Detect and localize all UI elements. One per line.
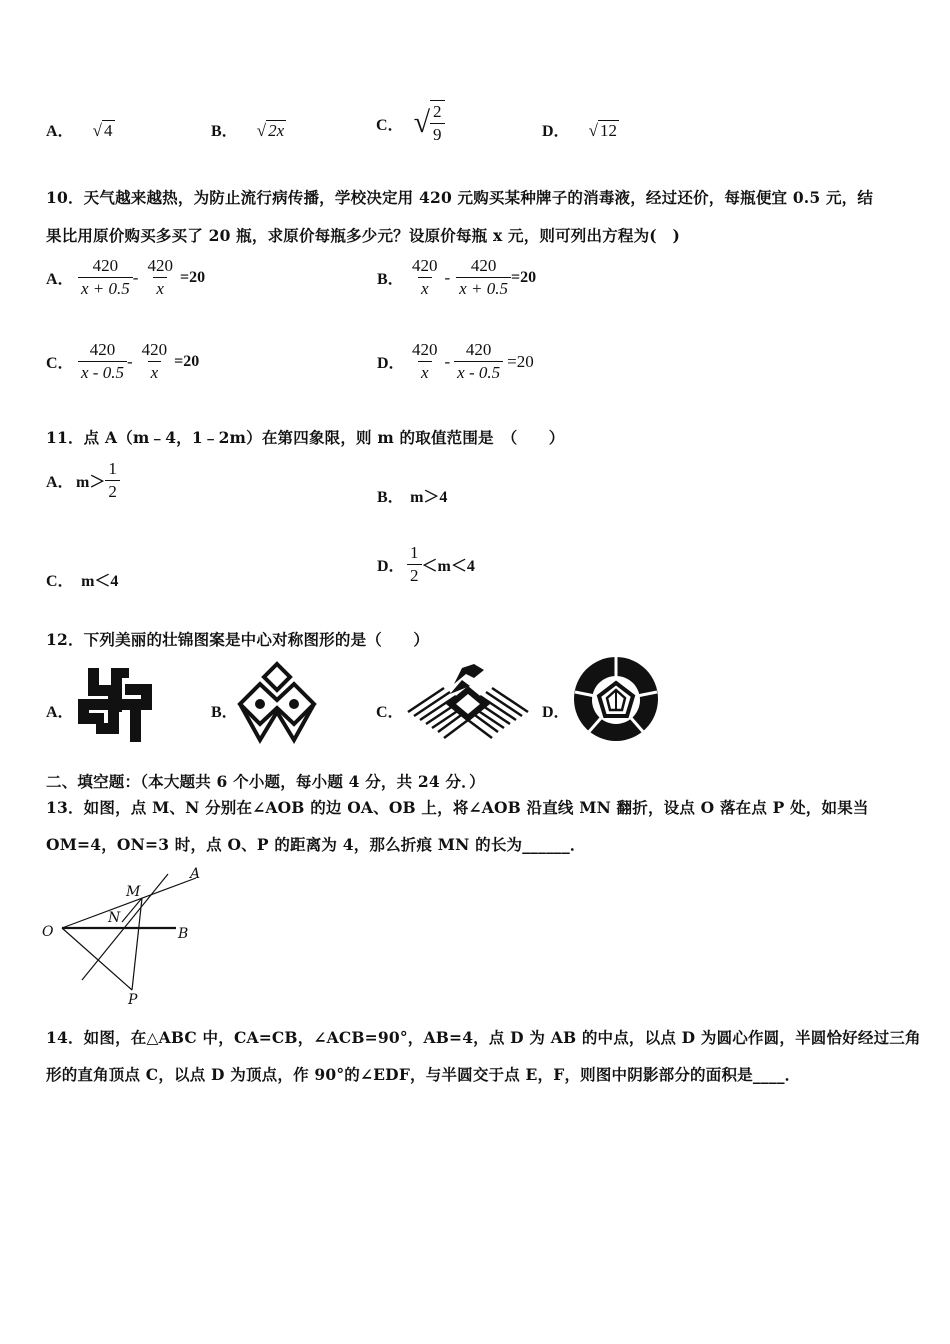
numerator: 1 [108, 459, 117, 478]
denominator: x [418, 277, 432, 300]
pattern-c-image[interactable] [404, 660, 532, 744]
q9-option-a[interactable] [46, 118, 115, 141]
q13-figure [40, 864, 210, 1006]
denominator: x + 0.5 [78, 277, 133, 300]
denominator: x [153, 277, 167, 300]
numerator: 420 [147, 256, 173, 275]
minus-sign: - [132, 267, 139, 287]
numerator: 420 [465, 340, 492, 359]
q12-label-c[interactable]: C． [376, 704, 404, 721]
fraction [105, 458, 120, 503]
option-label: B． [377, 271, 404, 288]
q13-stem-line1: 13．如图，点 M、N 分别在∠AOB 的边 OA、OB 上，将∠AOB 沿直线 MN 翻折，设点 O 落在点 P 处，如果当 [46, 798, 869, 817]
inequality-text: m＞ [76, 474, 106, 491]
sqrt-expression: √ 4 [92, 121, 113, 140]
q11-stem: 11．点 A（m﹣4，1﹣2m）在第四象限，则 m 的取值范围是 （ ） [46, 428, 565, 447]
denominator: 2 [407, 564, 422, 587]
option-label: D． [377, 355, 405, 372]
q10-option-d[interactable] [377, 339, 534, 384]
pattern-b-image[interactable] [236, 660, 318, 744]
denominator: 9 [430, 123, 445, 146]
sqrt-sign: √ [413, 106, 431, 139]
minus-sign: - [444, 267, 451, 287]
q10-option-a[interactable] [46, 255, 205, 300]
q10-stem-line1: 10．天气越来越热，为防止流行病传播，学校决定用 420 元购买某种牌子的消毒液，经过还价，每瓶便宜 0.5 元，结 [46, 188, 874, 207]
numerator: 420 [89, 340, 116, 359]
option-label: A． [46, 123, 74, 140]
fraction-2 [456, 255, 511, 300]
fraction-1 [78, 339, 127, 384]
numerator: 420 [470, 256, 497, 275]
q11-option-c[interactable] [46, 568, 118, 591]
sqrt-fraction [430, 100, 445, 146]
denominator: x - 0.5 [78, 361, 127, 384]
option-label: C． [376, 116, 404, 134]
option-label: C． [46, 355, 74, 372]
radicand: 4 [104, 121, 113, 140]
option-label: D． [542, 123, 570, 140]
numerator: 1 [410, 543, 419, 562]
q14-stem-line2: 形的直角顶点 C，以点 D 为顶点，作 90°的∠EDF，与半圆交于点 E，F，则图中阴影部分的面积是____． [46, 1065, 801, 1084]
q11-option-a[interactable] [46, 458, 120, 503]
fraction-2 [139, 339, 171, 384]
q9-option-d[interactable] [542, 118, 619, 141]
inequality-text: ＜m＜4 [421, 558, 475, 575]
sqrt-expression: √ 2x [256, 121, 285, 140]
minus-sign: - [126, 351, 133, 371]
pattern-a-image[interactable] [78, 666, 152, 742]
option-label: A． [46, 474, 74, 491]
q10-stem-line2: 果比用原价购买多买了 20 瓶，求原价每瓶多少元？设原价每瓶 x 元，则可列出方程为( ) [46, 226, 681, 245]
q13-stem-line2: OM=4，ON=3 时，点 O、P 的距离为 4，那么折痕 MN 的长为______． [46, 835, 586, 854]
equation-rhs: =20 [510, 268, 537, 286]
option-label: B． [377, 489, 404, 506]
point-label-o: O [42, 924, 54, 940]
section-2-heading: 二、填空题：（本大题共 6 个小题，每小题 4 分，共 24 分．） [46, 772, 485, 791]
numerator: 420 [412, 256, 438, 275]
point-label-b: B [178, 926, 189, 942]
fraction [407, 542, 422, 587]
inequality-text: m＜4 [81, 573, 119, 590]
point-label-p: P [128, 992, 138, 1006]
point-label-n: N [108, 910, 121, 926]
equation-rhs: =20 [174, 352, 200, 370]
numerator: 420 [92, 256, 119, 275]
denominator: x + 0.5 [456, 277, 511, 300]
option-label: A． [46, 271, 74, 288]
q12-label-a[interactable]: A． [46, 704, 74, 721]
numerator: 2 [433, 102, 442, 121]
sqrt-expression: √ 12 [588, 121, 617, 140]
equation-rhs: =20 [179, 268, 206, 286]
point-label-m: M [126, 884, 141, 900]
denominator: x [148, 361, 162, 384]
numerator: 420 [141, 340, 168, 359]
equation-rhs: =20 [507, 351, 534, 371]
numerator: 420 [412, 340, 438, 359]
option-label: C． [46, 573, 74, 590]
radicand: 12 [600, 121, 617, 140]
fraction-1 [78, 255, 133, 300]
q12-label-d[interactable]: D． [542, 704, 570, 721]
q10-option-c[interactable] [46, 339, 199, 384]
denominator: x - 0.5 [454, 361, 503, 384]
fraction-1 [409, 339, 441, 384]
q9-option-c[interactable] [376, 100, 445, 146]
option-label: B． [211, 123, 238, 140]
inequality-text: m＞4 [410, 489, 448, 506]
fraction-2 [454, 339, 503, 384]
q10-option-b[interactable] [377, 255, 536, 300]
radicand: 2x [268, 121, 285, 140]
q14-stem-line1: 14．如图，在△ABC 中，CA=CB，∠ACB=90°，AB=4，点 D 为 AB 的中点，以点 D 为圆心作圆，半圆恰好经过三角 [46, 1028, 921, 1047]
q11-option-d[interactable] [377, 542, 475, 587]
q12-stem: 12．下列美丽的壮锦图案是中心对称图形的是（ ） [46, 630, 430, 649]
denominator: 2 [105, 480, 120, 503]
minus-sign: - [444, 351, 451, 371]
fraction-2 [144, 255, 176, 300]
q12-label-b[interactable]: B． [211, 704, 238, 721]
pattern-d-image[interactable] [573, 656, 659, 742]
fraction-1 [409, 255, 441, 300]
q9-option-b[interactable] [211, 118, 286, 141]
point-label-a: A [190, 866, 201, 882]
denominator: x [418, 361, 432, 384]
q11-option-b[interactable] [377, 484, 447, 507]
option-label: D． [377, 558, 405, 575]
